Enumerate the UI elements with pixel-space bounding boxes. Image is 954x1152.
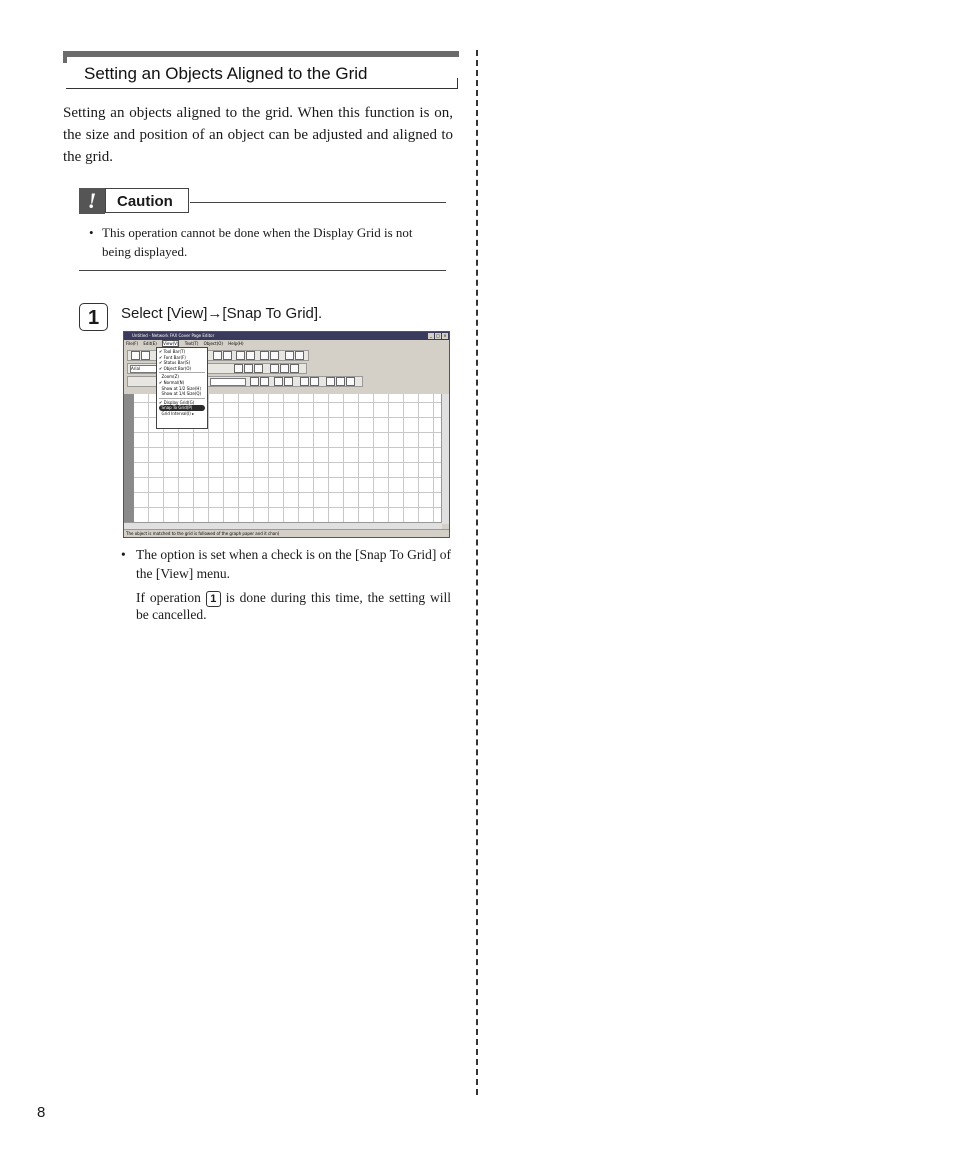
menu-help: Help(H) — [228, 341, 244, 346]
zoom-in-icon — [260, 351, 269, 360]
caution-list — [89, 223, 439, 261]
underline-icon — [254, 364, 263, 373]
preview-icon — [223, 351, 232, 360]
print-icon — [213, 351, 222, 360]
note-item: The option is set when a check is on the [Snap To Grid] of the [View] menu. — [136, 547, 451, 581]
line-tool-icon — [300, 377, 309, 386]
caution-rule — [190, 202, 446, 203]
inline-step-badge: 1 — [206, 591, 221, 607]
step-instruction: Select [View]→[Snap To Grid]. — [121, 305, 323, 322]
caution-item: This operation cannot be done when the Display Grid is not being displayed. — [102, 225, 413, 259]
view-menu-item: ✔ Normal(N) — [159, 379, 185, 385]
align-right-icon — [290, 364, 299, 373]
copy-icon — [246, 351, 255, 360]
step-number-badge: 1 — [79, 303, 108, 331]
group-tool-icon — [310, 377, 319, 386]
zoom-out-icon — [270, 351, 279, 360]
pointer-icon — [285, 351, 294, 360]
menu-text: Text(T) — [184, 341, 199, 346]
note-followup — [136, 590, 451, 623]
view-menu-item: Show at 1/2 Size(H) — [161, 385, 201, 391]
screenshot-left-ruler — [124, 394, 134, 524]
italic-icon — [244, 364, 253, 373]
view-menu-item: ✔ Display Grid(G) — [159, 399, 195, 405]
ac-tool-icon — [260, 377, 269, 386]
menu-edit: Edit(E) — [143, 341, 157, 346]
minimize-icon: _ — [430, 333, 432, 338]
text-tool-icon — [250, 377, 259, 386]
screenshot-window-buttons — [427, 333, 448, 339]
screenshot-horizontal-scrollbar — [124, 522, 442, 529]
note-followup-prefix: If operation — [136, 590, 201, 605]
hand-icon — [295, 351, 304, 360]
menu-separator — [159, 372, 205, 373]
screenshot-statusbar: The object is matched to the grid is followed of the graph paper and it chan) — [124, 529, 449, 537]
column-divider — [476, 50, 478, 1095]
menu-view: View(V) — [163, 341, 179, 346]
intro-paragraph: Setting an objects aligned to the grid. When this function is on, the size and position of an object can be adjusted and aligned to the grid. — [63, 105, 453, 165]
view-menu-item: Show at 1/4 Size(Q) — [161, 391, 202, 397]
image-tool-icon — [274, 377, 283, 386]
cut-icon — [236, 351, 245, 360]
note-followup-suffix: is done during this time, the setting will be cancelled. — [136, 590, 452, 622]
section-title: Setting an Objects Aligned to the Grid — [84, 64, 368, 83]
align-left-icon — [270, 364, 279, 373]
grid-tool-icon — [284, 377, 293, 386]
screenshot-toolbar-2 — [127, 363, 307, 374]
page-number: 8 — [37, 1104, 46, 1121]
screenshot-vertical-scrollbar — [441, 394, 449, 524]
section-underline — [66, 88, 458, 89]
view-menu-item: ✔ Tool Bar(T) — [159, 349, 186, 354]
view-menu-item: ✔ Object Bar(O) — [159, 365, 192, 371]
view-menu-item-snap-to-grid: Snap To Grid(P) — [159, 405, 205, 411]
screenshot-titlebar: Untitled - Network FAX Cover Page Editor — [124, 332, 449, 340]
menu-file: File(F) — [126, 341, 139, 346]
combo-field — [210, 378, 246, 386]
bullet-icon: • — [121, 547, 126, 562]
new-icon — [131, 351, 140, 360]
view-menu-item: ✔ Font Bar(F) — [159, 354, 186, 360]
ellipse-tool-icon — [336, 377, 345, 386]
view-menu-item: Zoom(Z) — [161, 374, 179, 380]
view-menu-item: ✔ Status Bar(S) — [159, 360, 191, 366]
caution-bottom-rule — [79, 270, 446, 271]
rect-tool-icon — [326, 377, 335, 386]
view-menu-dropdown — [156, 347, 208, 429]
align-center-icon — [280, 364, 289, 373]
font-field: Arial — [130, 365, 158, 373]
section-header-bar-notch — [63, 57, 67, 63]
polygon-tool-icon — [346, 377, 355, 386]
app-screenshot — [123, 331, 450, 538]
note-list — [121, 545, 451, 583]
open-icon — [141, 351, 150, 360]
close-icon: × — [443, 333, 447, 338]
caution-exclamation-icon: ! — [79, 188, 105, 214]
maximize-icon: □ — [436, 333, 440, 338]
bold-icon — [234, 364, 243, 373]
screenshot-toolbar-1 — [127, 350, 309, 361]
section-header-bar — [63, 51, 459, 57]
menu-separator — [159, 398, 205, 399]
section-underline-tick — [457, 78, 458, 89]
menu-object: Object(O) — [203, 341, 223, 346]
bullet-icon: • — [89, 225, 94, 240]
caution-label: Caution — [105, 188, 189, 213]
view-menu-item: Grid Interval(I) ▸ — [161, 410, 195, 416]
